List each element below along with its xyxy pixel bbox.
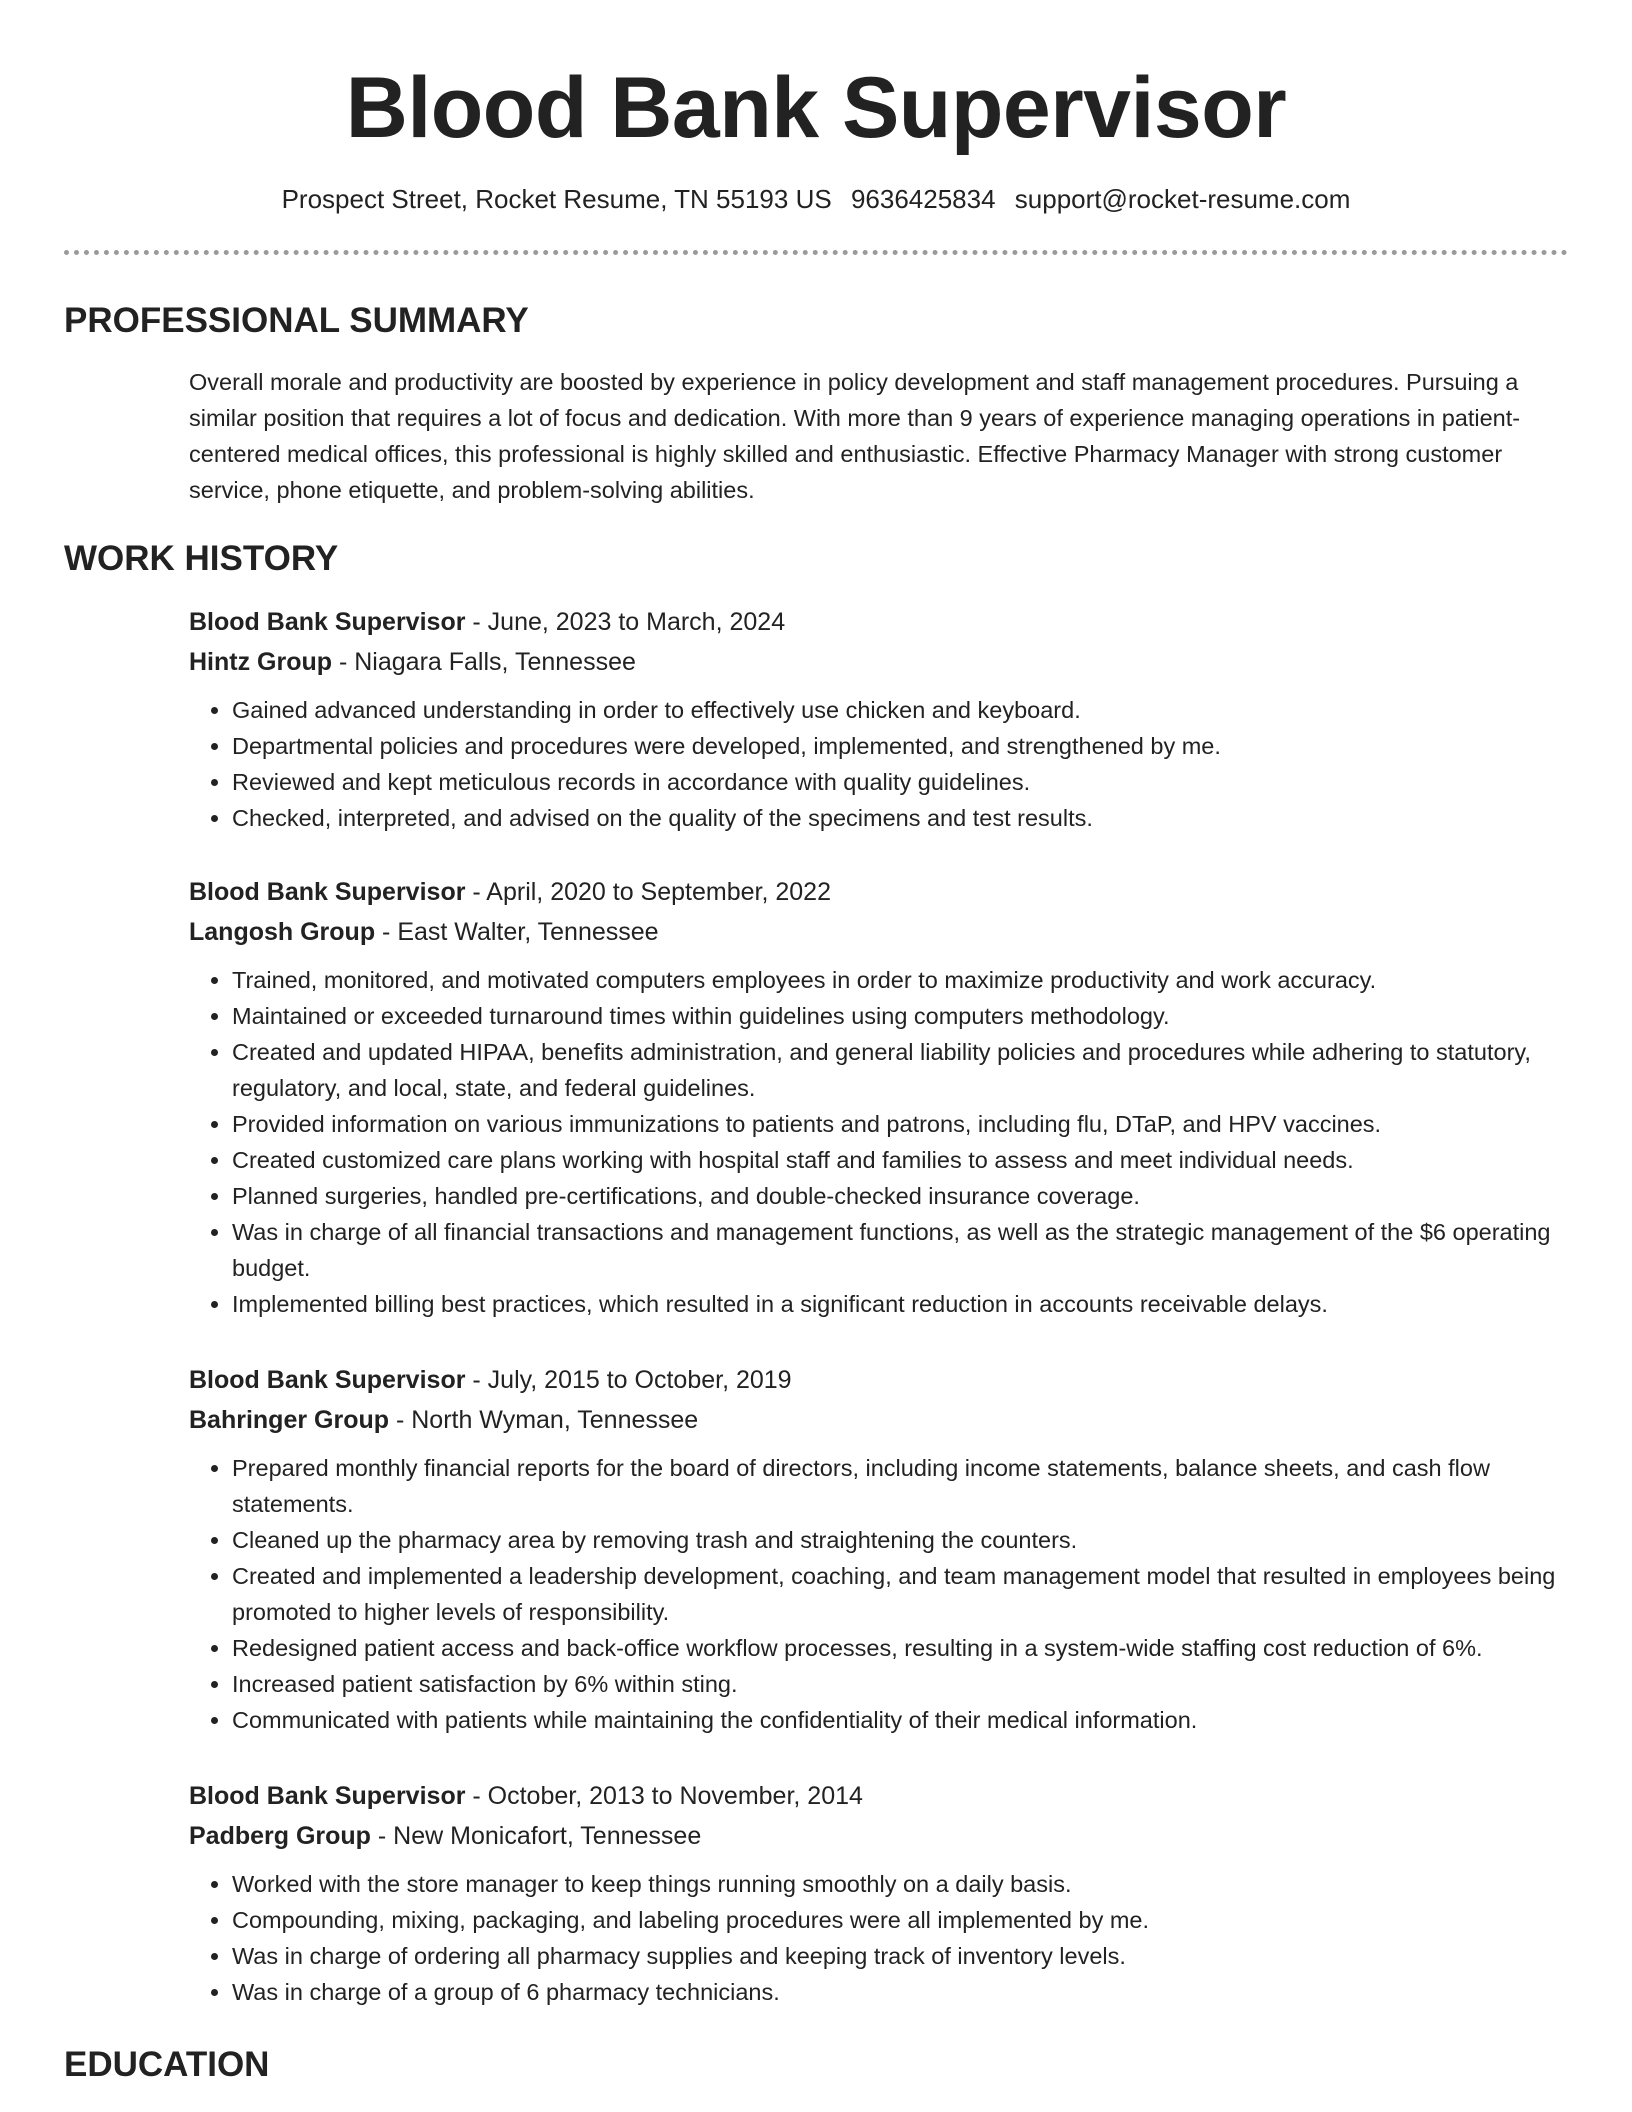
job-location: - New Monicafort, Tennessee [370, 1822, 702, 1850]
job-dates: - July, 2015 to October, 2019 [465, 1366, 792, 1394]
job-company-line [189, 642, 1579, 682]
job-bullet: • Worked with the store manager to keep things running smoothly on a daily basis. [232, 1866, 1579, 1902]
job-title-line [189, 602, 1579, 642]
job-bullet: • Checked, interpreted, and advised on the quality of the specimens and test results. [232, 800, 1579, 836]
job-title-line [189, 872, 1579, 912]
section-heading-work-history: WORK HISTORY [64, 539, 339, 578]
job-company-line [189, 1816, 1579, 1856]
job-company: Padberg Group [189, 1822, 371, 1850]
job-bullet: • Provided information on various immunizations to patients and patrons, including flu, DTaP, and HPV vaccines. [232, 1106, 1579, 1142]
job-bullet: • Prepared monthly financial reports for the board of directors, including income statements, balance sheets, and cash flow statements. [232, 1450, 1579, 1522]
job-bullet: • Planned surgeries, handled pre-certifications, and double-checked insurance coverage. [232, 1178, 1579, 1214]
job-title-line [189, 1776, 1579, 1816]
job-location: - North Wyman, Tennessee [389, 1406, 699, 1434]
job-title-line [189, 1360, 1579, 1400]
job-title: Blood Bank Supervisor [189, 1782, 466, 1810]
job-company-line [189, 1400, 1579, 1440]
job-bullet: • Created customized care plans working with hospital staff and families to assess and meet individual needs. [232, 1142, 1579, 1178]
job-company-line [189, 912, 1579, 952]
job-entry [189, 602, 1579, 836]
contact-email: support@rocket-resume.com [1014, 184, 1351, 214]
section-heading-education: EDUCATION [64, 2045, 270, 2084]
job-company: Langosh Group [189, 918, 376, 946]
job-bullet: • Compounding, mixing, packaging, and labeling procedures were all implemented by me. [232, 1902, 1579, 1938]
job-bullet: • Was in charge of ordering all pharmacy supplies and keeping track of inventory levels. [232, 1938, 1579, 1974]
job-entry [189, 872, 1579, 1322]
job-bullet: • Redesigned patient access and back-office workflow processes, resulting in a system-wide staffing cost reduction of 6%. [232, 1630, 1579, 1666]
contact-line [0, 182, 1632, 216]
job-title: Blood Bank Supervisor [189, 608, 466, 636]
job-bullet-list [189, 692, 1579, 836]
header-divider [64, 250, 1568, 255]
job-bullet: • Created and updated HIPAA, benefits administration, and general liability policies and procedures while adhering to statutory, regulatory, and local, state, and federal guidelines. [232, 1034, 1579, 1106]
summary-text: Overall morale and productivity are boosted by experience in policy development and staff management procedures. Pursuing a similar position that requires a lot of focus and dedication. With more than 9 years of experience managing operations in patient-centered medical offices, this professional is highly skilled and enthusiastic. Effective Pharmacy Manager with strong customer service, phone etiquette, and problem-solving abilities. [189, 369, 1521, 503]
job-dates: - April, 2020 to September, 2022 [465, 878, 831, 906]
job-bullet: • Created and implemented a leadership development, coaching, and team management model that resulted in employees being promoted to higher levels of responsibility. [232, 1558, 1579, 1630]
job-bullet: • Communicated with patients while maintaining the confidentiality of their medical information. [232, 1702, 1579, 1738]
job-bullet: • Was in charge of a group of 6 pharmacy technicians. [232, 1974, 1579, 2010]
job-bullet: • Reviewed and kept meticulous records in accordance with quality guidelines. [232, 764, 1579, 800]
job-bullet-list [189, 1450, 1579, 1738]
job-bullet: • Gained advanced understanding in order to effectively use chicken and keyboard. [232, 692, 1579, 728]
section-heading-summary: PROFESSIONAL SUMMARY [64, 301, 529, 340]
job-bullet: • Cleaned up the pharmacy area by removing trash and straightening the counters. [232, 1522, 1579, 1558]
job-title: Blood Bank Supervisor [189, 878, 466, 906]
contact-address: Prospect Street, Rocket Resume, TN 55193 US [281, 184, 832, 214]
job-bullet-list [189, 1866, 1579, 2010]
job-entry [189, 1360, 1579, 1738]
resume-title: Blood Bank Supervisor [345, 60, 1287, 156]
job-title: Blood Bank Supervisor [189, 1366, 466, 1394]
job-dates: - June, 2023 to March, 2024 [465, 608, 786, 636]
job-location: - Niagara Falls, Tennessee [332, 648, 636, 676]
job-bullet-list [189, 962, 1579, 1322]
job-bullet: • Departmental policies and procedures were developed, implemented, and strengthened by me. [232, 728, 1579, 764]
contact-phone: 9636425834 [850, 184, 996, 214]
job-bullet: • Increased patient satisfaction by 6% within sting. [232, 1666, 1579, 1702]
job-bullet: • Implemented billing best practices, which resulted in a significant reduction in accounts receivable delays. [232, 1286, 1579, 1322]
job-dates: - October, 2013 to November, 2014 [465, 1782, 863, 1810]
job-company: Hintz Group [189, 648, 333, 676]
job-entry [189, 1776, 1579, 2010]
job-bullet: • Was in charge of all financial transactions and management functions, as well as the strategic management of the $6 operating budget. [232, 1214, 1579, 1286]
job-bullet: • Trained, monitored, and motivated computers employees in order to maximize productivity and work accuracy. [232, 962, 1579, 998]
job-location: - East Walter, Tennessee [375, 918, 659, 946]
job-company: Bahringer Group [189, 1406, 390, 1434]
job-bullet: • Maintained or exceeded turnaround times within guidelines using computers methodology. [232, 998, 1579, 1034]
